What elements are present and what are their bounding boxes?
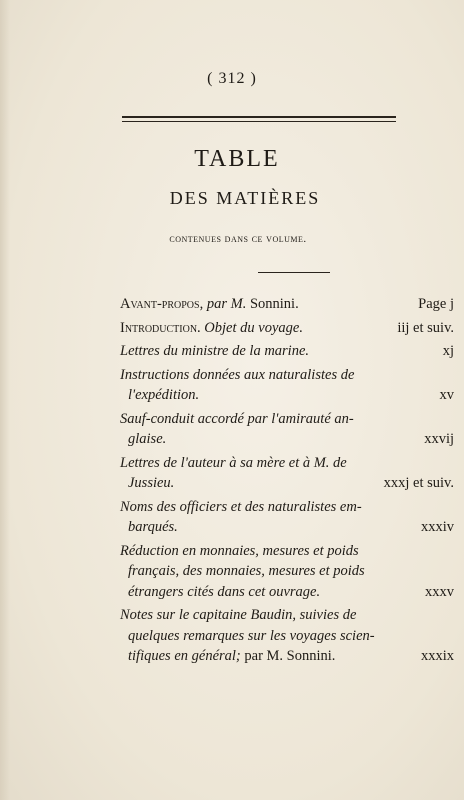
toc-entry-text: Lettres de l'auteur à sa mère et à M. de	[120, 454, 347, 471]
toc-entry-text: Sonnini.	[246, 296, 299, 312]
toc-entry-text: Sauf-conduit accordé par l'amirauté an-	[120, 410, 354, 427]
toc-entry-page: xxxv	[425, 583, 454, 600]
toc-entry-page: xxxj et suiv.	[383, 475, 454, 491]
toc-entry-text: glaise.	[128, 431, 167, 447]
toc-entry-text: étrangers cités dans cet ouvrage.	[128, 583, 321, 600]
toc-entry-page: xj	[442, 343, 454, 359]
toc-entry-page: xxxix	[420, 648, 454, 664]
toc-entry-text: Lettres du ministre de la marine.	[120, 343, 310, 359]
toc-entry	[120, 365, 462, 406]
toc-entry-lead: Introduction.	[120, 319, 205, 336]
toc-entry	[120, 341, 462, 362]
toc-entry	[120, 294, 462, 315]
toc-entry-text: barqués.	[128, 519, 178, 535]
toc-entry	[120, 605, 462, 667]
toc-entry-lead: Avant-propos,	[120, 296, 207, 312]
toc-entry	[120, 318, 462, 339]
toc-entry	[120, 409, 462, 450]
header-rule-top	[122, 116, 396, 118]
table-of-contents	[120, 294, 462, 670]
page-subtitle: DES MATIÈRES	[169, 188, 321, 208]
page-number: ( 312 )	[207, 70, 257, 87]
header-rule-bottom	[122, 121, 396, 122]
toc-entry-page: xv	[439, 387, 454, 403]
toc-entry-text: Notes sur le capitaine Baudin, suivies de	[120, 607, 357, 623]
toc-entry-text: Réduction en monnaies, mesures et poids	[120, 542, 359, 559]
page-title: TABLE	[194, 146, 280, 172]
spine-shadow	[0, 0, 10, 800]
toc-entry-page: Page j	[418, 296, 454, 312]
toc-entry-text: par M.	[206, 296, 247, 312]
toc-entry-text: par M. Sonnini.	[244, 648, 336, 664]
toc-entry-text: Instructions données aux naturalistes de	[120, 366, 355, 383]
toc-entry-text: Noms des officiers et des naturalistes em-	[120, 498, 362, 515]
toc-entry	[120, 497, 462, 538]
toc-entry-text: Objet du voyage.	[204, 319, 303, 336]
toc-entry-page: iij et suiv.	[397, 319, 454, 336]
toc-entry-text: français, des monnaies, mesures et poids	[128, 563, 365, 579]
toc-entry-text: l'expédition.	[128, 387, 200, 403]
toc-entry-page: xxvij	[424, 431, 454, 447]
toc-entry	[120, 541, 462, 603]
toc-entry-text: Jussieu.	[128, 475, 175, 491]
toc-entry	[120, 453, 462, 494]
section-rule	[258, 272, 330, 273]
toc-entry-text: quelques remarques sur les voyages scien-	[128, 627, 375, 644]
toc-entry-page: xxxiv	[420, 519, 454, 535]
page-subsubtitle: contenues dans ce volume.	[169, 233, 307, 245]
toc-entry-text: tifiques en général;	[128, 648, 245, 664]
